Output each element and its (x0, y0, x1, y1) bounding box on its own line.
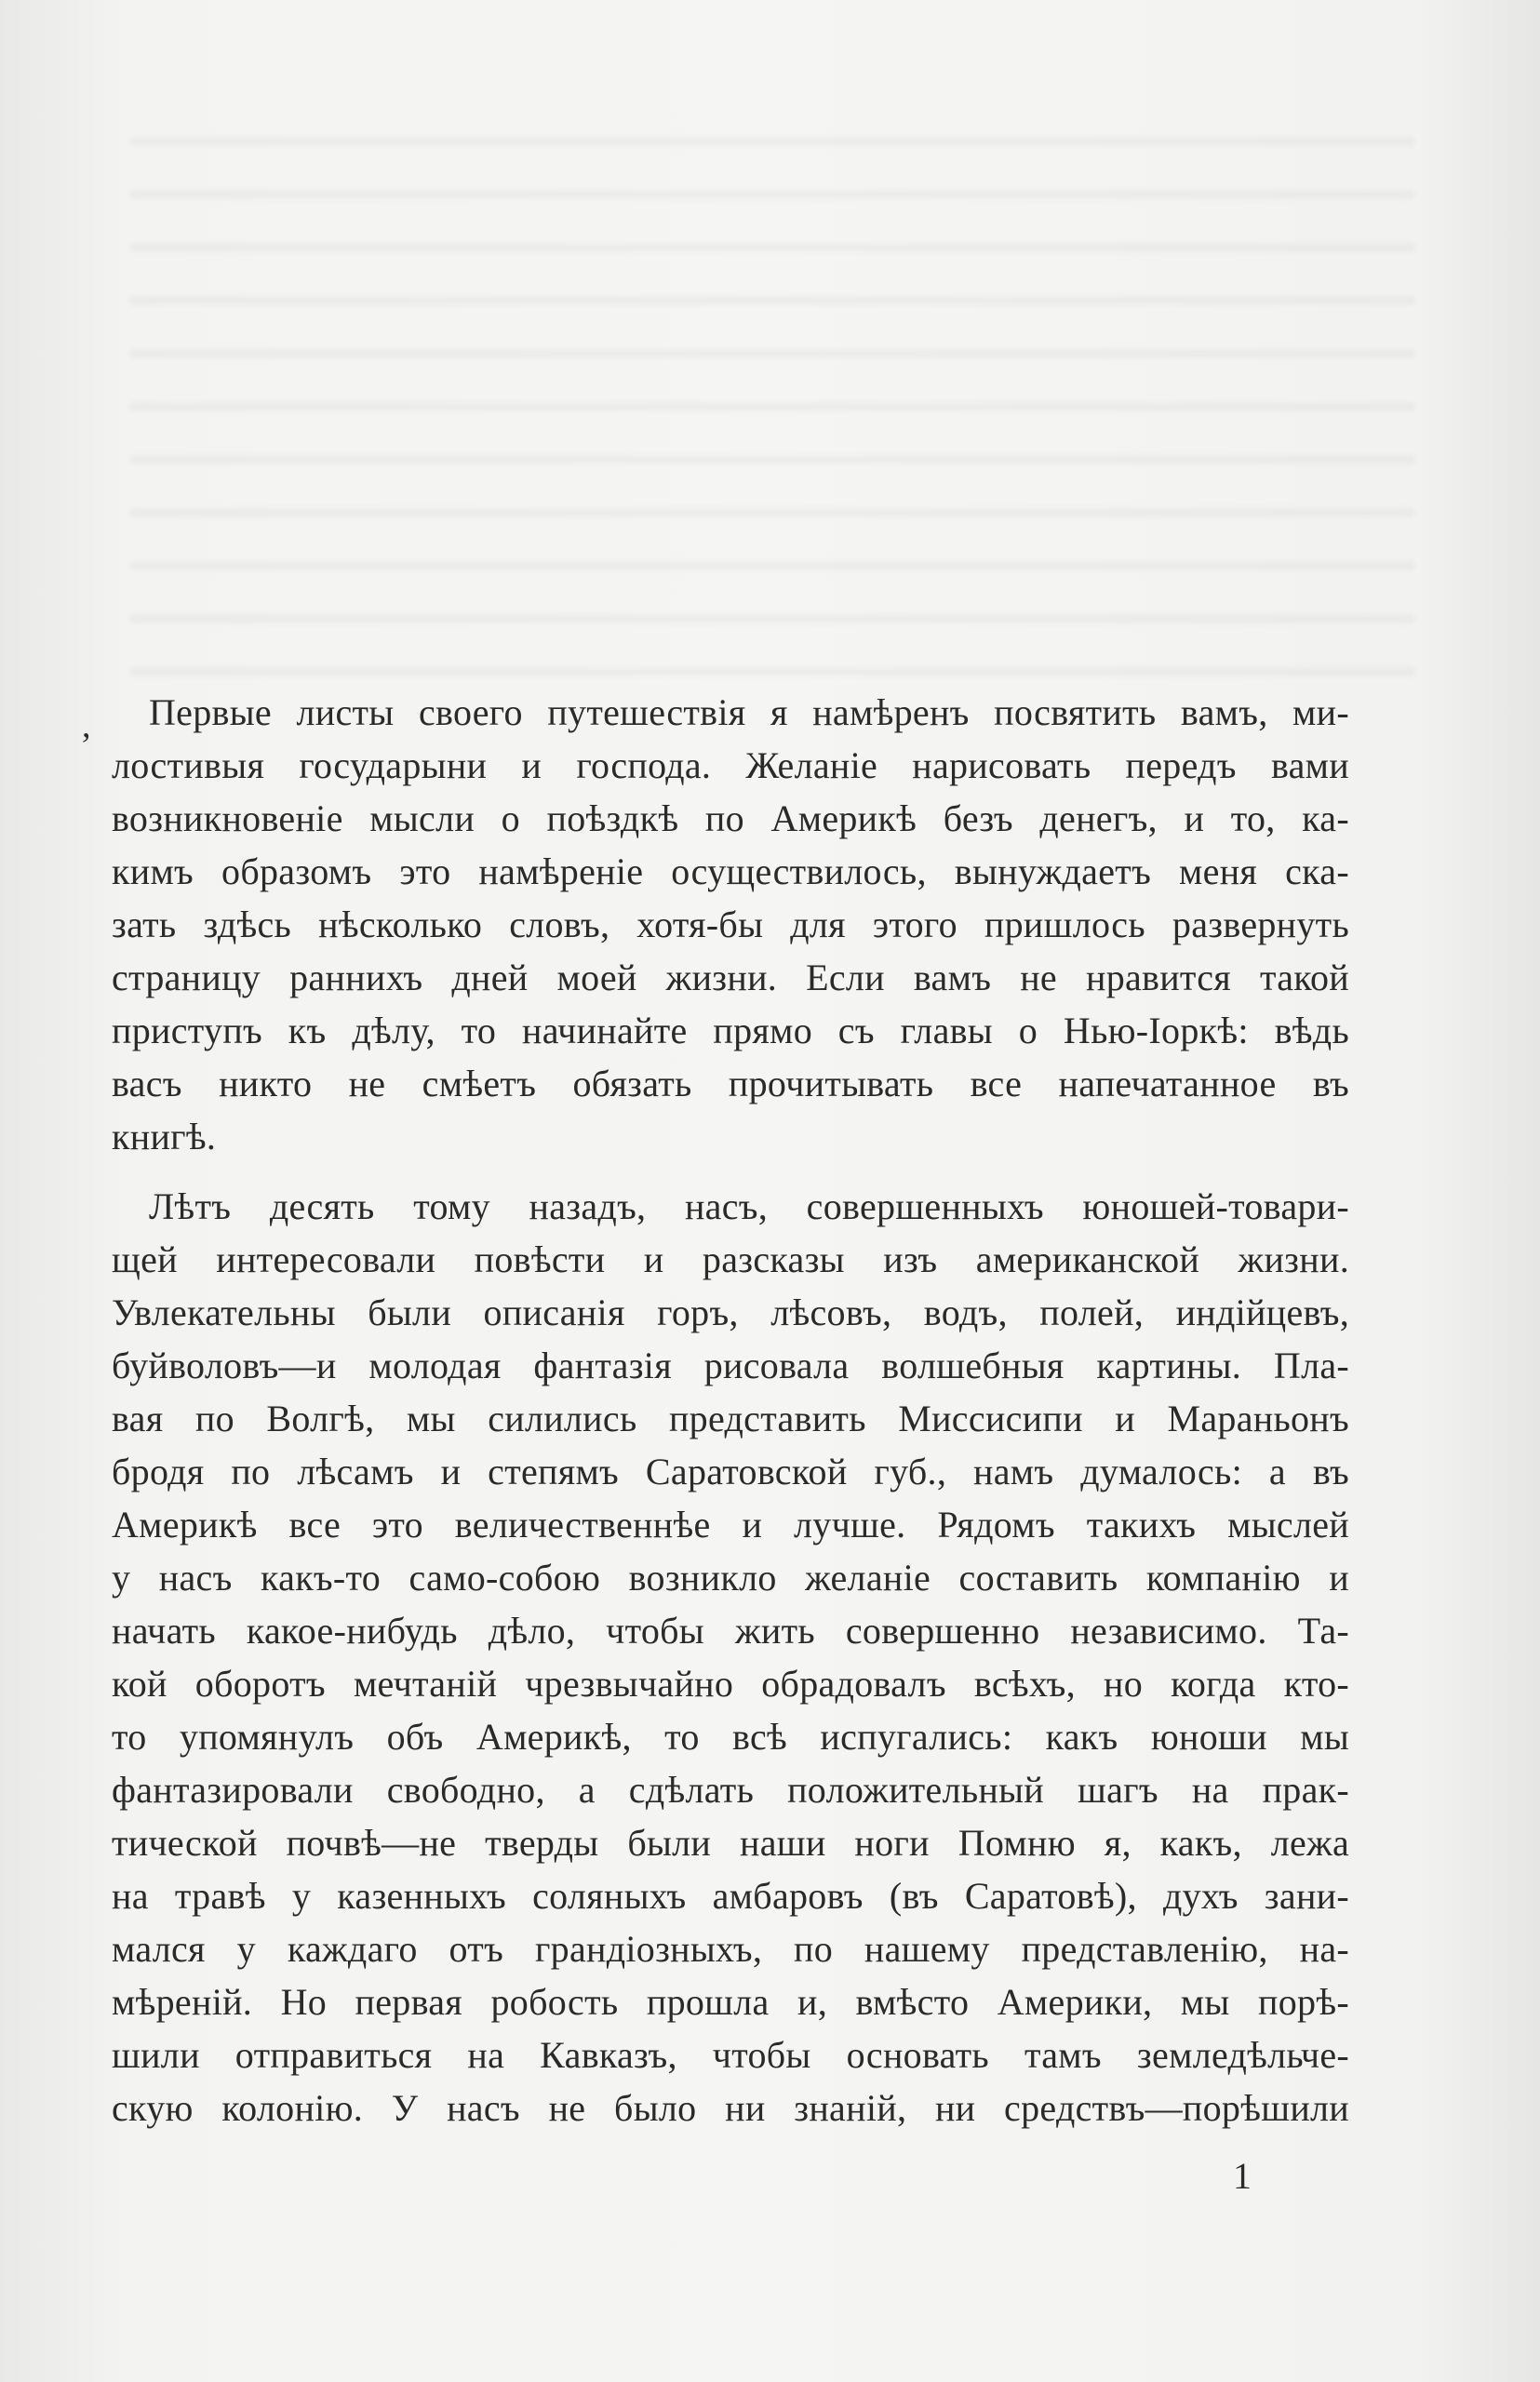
text-line: зать здѣсь нѣсколько словъ, хотя-бы для этого пришлось развернуть (112, 903, 1349, 945)
paragraph-gap (112, 1163, 1349, 1180)
text-line: мѣреній. Но первая робость прошла и, вмѣсто Америки, мы порѣ- (112, 1981, 1349, 2023)
text-line: фантазировали свободно, а сдѣлать положительный шагъ на прак- (112, 1769, 1349, 1811)
text-line: у насъ какъ-то само-собою возникло желаніе составить компанію и (112, 1557, 1349, 1599)
text-line: шили отправиться на Кавказъ, чтобы основать тамъ земледѣльче- (112, 2034, 1349, 2076)
text-line: страницу раннихъ дней моей жизни. Если вамъ не нравится такой (112, 957, 1349, 998)
text-line: Америкѣ все это величественнѣе и лучше. Рядомъ такихъ мыслей (112, 1504, 1349, 1546)
text-line: вая по Волгѣ, мы силились представить Миссисипи и Мараньонъ (112, 1398, 1349, 1439)
text-line: щей интересовали повѣсти и разсказы изъ американской жизни. (112, 1238, 1349, 1280)
text-line: Увлекательны были описанія горъ, лѣсовъ, водъ, полей, индійцевъ, (112, 1291, 1349, 1333)
paragraph-2 (112, 1180, 1349, 2134)
text-line: Лѣтъ десять тому назадъ, насъ, совершенныхъ юношей-товари- (149, 1185, 1349, 1227)
bleed-through-shadow (130, 102, 1414, 679)
body-text (112, 686, 1349, 2134)
page-number: 1 (1233, 2155, 1252, 2197)
text-line: мался у каждаго отъ грандіозныхъ, по нашему представленію, на- (112, 1928, 1349, 1970)
text-line: лостивыя государыни и господа. Желаніе нарисовать передъ вами (112, 744, 1349, 786)
text-line: на травѣ у казенныхъ соляныхъ амбаровъ (въ Саратовѣ), духъ зани- (112, 1875, 1349, 1917)
text-line: кимъ образомъ это намѣреніе осуществилось, вынуждаетъ меня ска- (112, 850, 1349, 892)
text-line: Первые листы своего путешествія я намѣренъ посвятить вамъ, ми- (149, 691, 1349, 733)
text-line: кой оборотъ мечтаній чрезвычайно обрадовалъ всѣхъ, но когда кто- (112, 1663, 1349, 1705)
text-line: бродя по лѣсамъ и степямъ Саратовской губ., намъ думалось: а въ (112, 1451, 1349, 1492)
text-line: буйволовъ—и молодая фантазія рисовала волшебныя картины. Пла- (112, 1345, 1349, 1386)
text-line: книгѣ. (112, 1116, 217, 1158)
text-line: возникновеніе мысли о поѣздкѣ по Америкѣ безъ денегъ, и то, ка- (112, 797, 1349, 839)
text-line: приступъ къ дѣлу, то начинайте прямо съ главы о Нью-Іоркѣ: вѣдь (112, 1010, 1349, 1051)
text-line: скую колонію. У насъ не было ни знаній, ни средствъ—порѣшили (112, 2087, 1349, 2129)
margin-mark: , (82, 706, 91, 745)
text-line: тической почвѣ—не тверды были наши ноги Помню я, какъ, лежа (112, 1822, 1349, 1864)
text-line: начать какое-нибудь дѣло, чтобы жить совершенно независимо. Та- (112, 1610, 1349, 1652)
text-line: то упомянулъ объ Америкѣ, то всѣ испугались: какъ юноши мы (112, 1716, 1349, 1758)
paragraph-1 (112, 686, 1349, 1163)
text-line: васъ никто не смѣетъ обязать прочитывать все напечатанное въ (112, 1063, 1349, 1104)
